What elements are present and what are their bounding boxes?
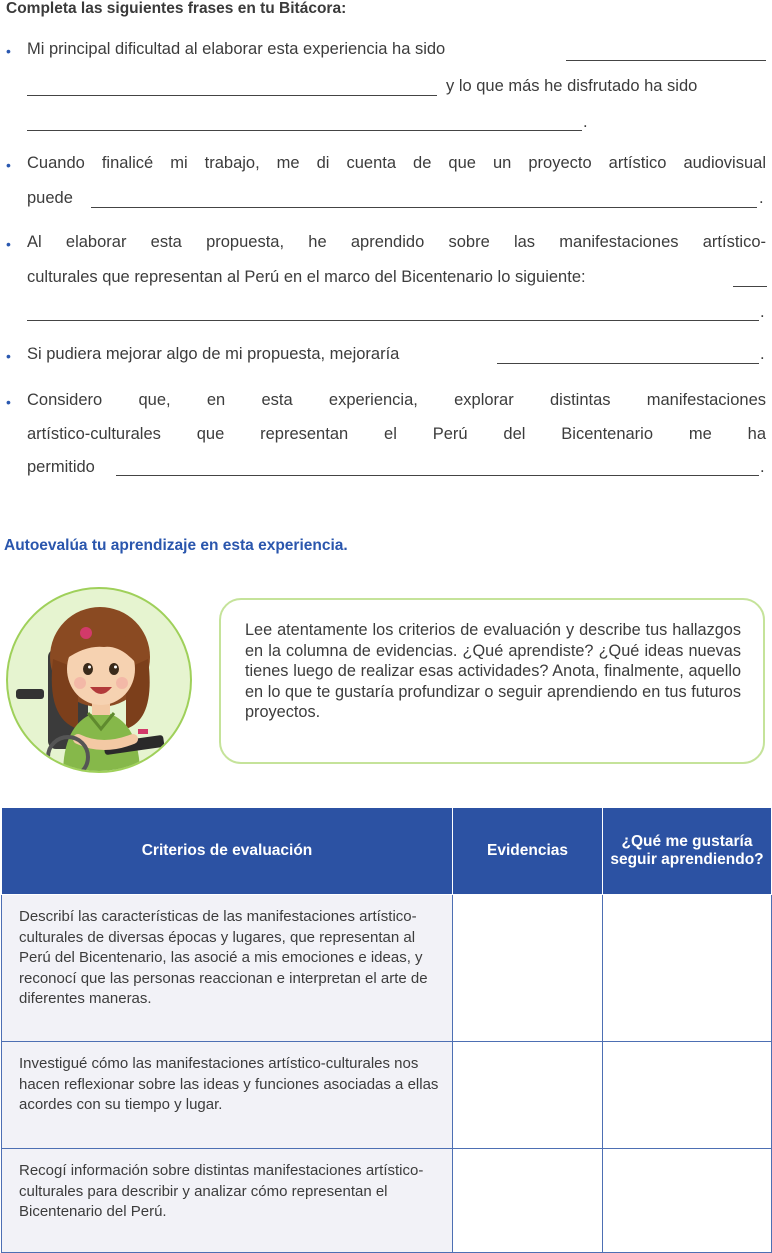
bullet-5-end: . (760, 458, 765, 476)
blank-line[interactable] (27, 95, 437, 96)
header-evidencias: Evidencias (453, 808, 603, 895)
instruction-text: Lee atentamente los criterios de evaluación y describe tus hallazgos en la columna de evidencias. ¿Qué aprendiste? ¿Qué ideas nuevas tienes luego de realizar esas actividades? Anota, finalmente, aquello en lo que te gustaría profundizar o seguir aprendiendo en tus futuros proyectos. (245, 621, 741, 721)
blank-line[interactable] (497, 363, 759, 364)
header-seguir-aprendiendo: ¿Qué me gustaría seguir aprendiendo? (603, 808, 772, 895)
bullet-2-end: . (759, 189, 764, 207)
blank-line[interactable] (27, 320, 759, 321)
evaluation-table (1, 807, 772, 1253)
bullet-1-line-2: y lo que más he disfrutado ha sido (446, 77, 698, 95)
learning-cell[interactable] (603, 1149, 772, 1253)
bullet-3-line-2: culturales que representan al Perú en el marco del Bicentenario lo siguiente: (27, 268, 586, 286)
bullet-dot-icon: • (6, 394, 11, 410)
girl-in-wheelchair-illustration (6, 587, 192, 773)
table-row (2, 1149, 772, 1253)
bullet-2-line-2: puede (27, 189, 73, 207)
bullet-5-line-3: permitido (27, 458, 95, 476)
bullet-dot-icon: • (6, 157, 11, 173)
bullet-4-line-1: Si pudiera mejorar algo de mi propuesta, mejoraría (27, 345, 400, 363)
criterion-cell: Recogí información sobre distintas manifestaciones artístico-culturales para describir y analizar cómo representan el Bicentenario del Perú. (2, 1149, 453, 1253)
table-header-row (2, 808, 772, 895)
blank-line[interactable] (27, 130, 582, 131)
girl-illustration-icon (8, 589, 192, 773)
bullet-1-line-1: Mi principal dificultad al elaborar esta experiencia ha sido (27, 40, 446, 58)
blank-line[interactable] (566, 60, 766, 61)
evidence-cell[interactable] (453, 1149, 603, 1253)
bullet-dot-icon: • (6, 348, 11, 364)
criterion-cell: Investigué cómo las manifestaciones artístico-culturales nos hacen reflexionar sobre las ideas y funciones asociadas a ellas acordes con su tiempo y lugar. (2, 1042, 453, 1149)
header-criterios: Criterios de evaluación (2, 808, 453, 895)
bullet-1-end: . (583, 113, 588, 131)
learning-cell[interactable] (603, 1042, 772, 1149)
blank-line[interactable] (733, 286, 767, 287)
evidence-cell[interactable] (453, 895, 603, 1042)
blank-line[interactable] (116, 475, 759, 476)
bullet-dot-icon: • (6, 43, 11, 59)
bullet-dot-icon: • (6, 236, 11, 252)
bitacora-heading: Completa las siguientes frases en tu Bitácora: (6, 0, 347, 17)
bullet-3-line-1: Al elaborar esta propuesta, he aprendido sobre las manifestaciones artístico- (27, 233, 766, 251)
learning-cell[interactable] (603, 895, 772, 1042)
table-row (2, 1042, 772, 1149)
instruction-bubble (219, 598, 765, 764)
bullet-5-line-2: artístico-culturales que representan el Perú del Bicentenario me ha (27, 425, 766, 443)
autoevaluation-heading: Autoevalúa tu aprendizaje en esta experiencia. (4, 537, 348, 554)
blank-line[interactable] (91, 207, 757, 208)
bullet-2-line-1: Cuando finalicé mi trabajo, me di cuenta de que un proyecto artístico audiovisual (27, 154, 766, 172)
bullet-3-end: . (760, 303, 765, 321)
bullet-5-line-1: Considero que, en esta experiencia, explorar distintas manifestaciones (27, 391, 766, 409)
evidence-cell[interactable] (453, 1042, 603, 1149)
bullet-4-end: . (760, 345, 765, 363)
criterion-cell: Describí las características de las manifestaciones artístico-culturales de diversas épocas y lugares, que representan al Perú del Bicentenario, las asocié a mis emociones e ideas, y reconocí que las personas reaccionan e interpretan el arte de diferentes maneras. (2, 895, 453, 1042)
table-row (2, 895, 772, 1042)
